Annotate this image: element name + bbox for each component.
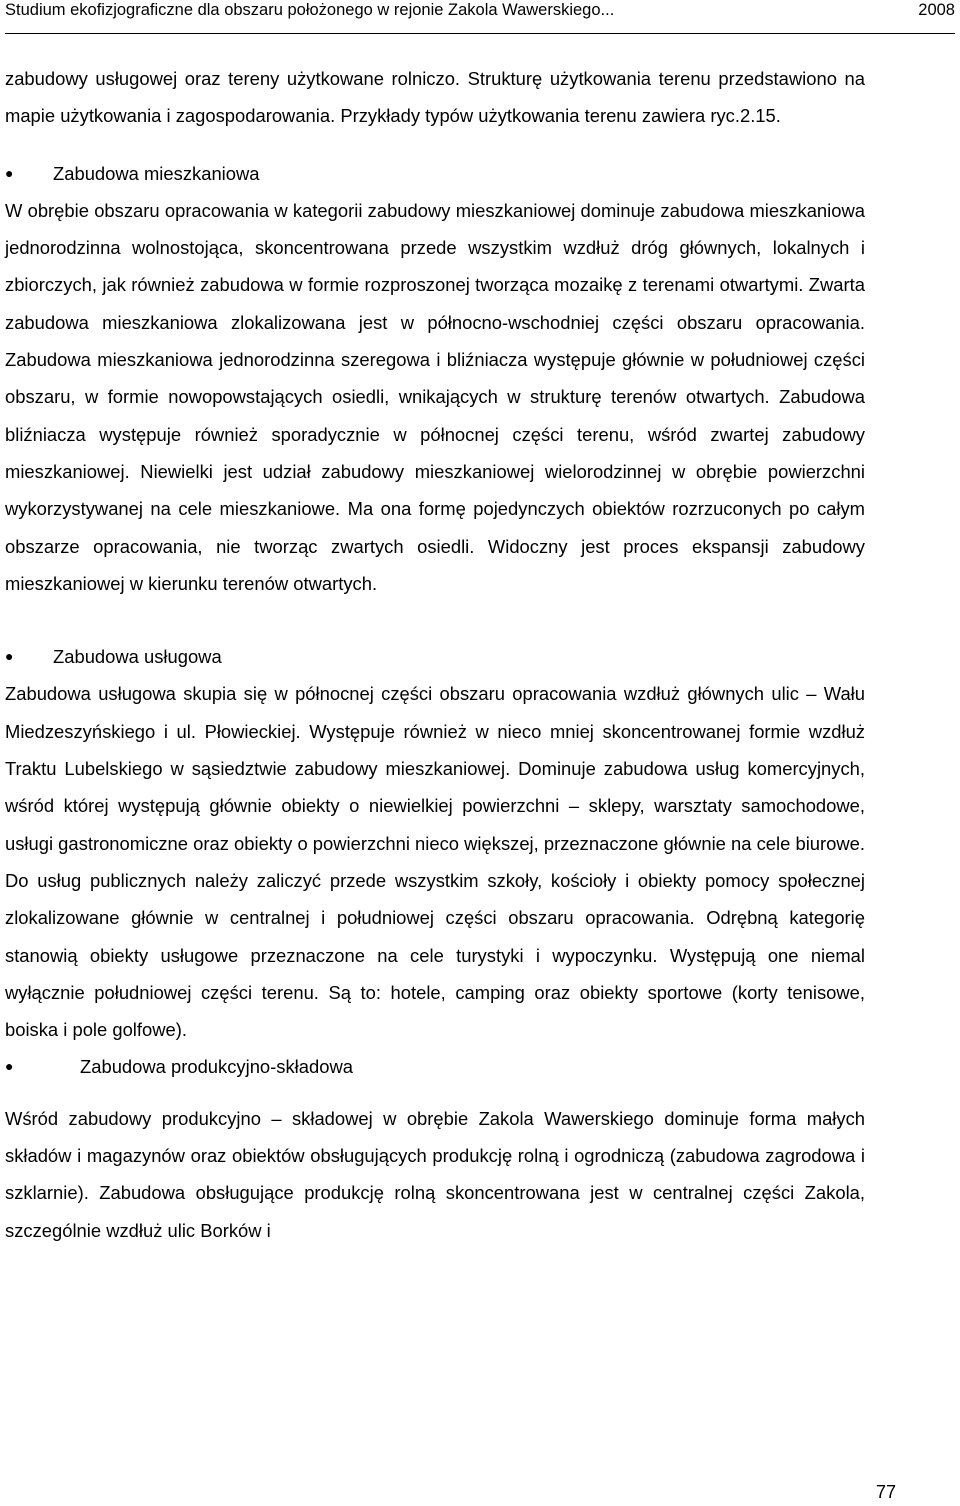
header-year: 2008 bbox=[918, 1, 955, 19]
running-header bbox=[5, 0, 955, 34]
bullet-services bbox=[5, 638, 865, 675]
bullet-icon: ● bbox=[5, 1058, 14, 1075]
bullet-label: Zabudowa produkcyjno-składowa bbox=[80, 1056, 353, 1078]
page-number: 77 bbox=[875, 1482, 896, 1502]
industrial-paragraph: Wśród zabudowy produkcyjno – składowej w obrębie Zakola Wawerskiego dominuje forma małych składów i magazynów oraz obiektów obsługujących produkcję rolną i ogrodniczą (zabudowa zagrodowa i szklarnie). Zabudowa obsługujące produkcję rolną skoncentrowana jest w centralnej części Zakola, szczególnie wzdłuż ulic Borków i bbox=[5, 1107, 865, 1241]
bullet-icon: ● bbox=[5, 648, 14, 665]
bullet-industrial bbox=[5, 1048, 865, 1085]
bullet-label: Zabudowa mieszkaniowa bbox=[53, 162, 260, 184]
header-title: Studium ekofizjograficzne dla obszaru położonego w rejonie Zakola Wawerskiego... bbox=[5, 1, 615, 19]
bullet-residential bbox=[5, 155, 865, 192]
bullet-label: Zabudowa usługowa bbox=[53, 646, 222, 668]
page-body bbox=[5, 60, 865, 1249]
bullet-icon: ● bbox=[5, 164, 14, 181]
intro-paragraph: zabudowy usługowej oraz tereny użytkowane rolniczo. Strukturę użytkowania terenu przedstawiono na mapie użytkowania i zagospodarowania. Przykłady typów użytkowania terenu zawiera ryc.2.15. bbox=[5, 68, 865, 127]
residential-paragraph: W obrębie obszaru opracowania w kategorii zabudowy mieszkaniowej dominuje zabudowa mieszkaniowa jednorodzinna wolnostojąca, skoncentrowana przede wszystkim wzdłuż dróg głównych, lokalnych i zbiorczych, jak również zabudowa w formie rozproszonej tworząca mozaikę z terenami otwartymi. Zwarta zabudowa mieszkaniowa zlokalizowana jest w północno-wschodniej części obszaru opracowania. Zabudowa mieszkaniowa jednorodzinna szeregowa i bliźniacza występuje głównie w południowej części obszaru, w formie nowopowstających osiedli, wnikających w strukturę terenów otwartych. Zabudowa bliźniacza występuje również sporadycznie w północnej części terenu, wśród zwartej zabudowy mieszkaniowej. Niewielki jest udział zabudowy mieszkaniowej wielorodzinnej w obrębie powierzchni wykorzystywanej na cele mieszkaniowe. Ma ona formę pojedynczych obiektów rozrzuconych po całym obszarze opracowania, nie tworząc zwartych osiedli. Widoczny jest proces ekspansji zabudowy mieszkaniowej w kierunku terenów otwartych. bbox=[5, 199, 865, 594]
services-paragraph: Zabudowa usługowa skupia się w północnej części obszaru opracowania wzdłuż głównych ulic – Wału Miedzeszyńskiego i ul. Płowieckiej. Występuje również w nieco mniej skoncentrowanej formie wzdłuż Traktu Lubelskiego w sąsiedztwie zabudowy mieszkaniowej. Dominuje zabudowa usług komercyjnych, wśród której występują głównie obiekty o niewielkiej powierzchni – sklepy, warsztaty samochodowe, usługi gastronomiczne oraz obiekty o powierzchni nieco większej, przeznaczone głównie na cele biurowe. Do usług publicznych należy zaliczyć przede wszystkim szkoły, kościoły i obiekty pomocy społecznej zlokalizowane głównie w centralnej i południowej części obszaru opracowania. Odrębną kategorię stanowią obiekty usługowe przeznaczone na cele turystyki i wypoczynku. Występują one niemal wyłącznie południowej części terenu. Są to: hotele, camping oraz obiekty sportowe (korty tenisowe, boiska i pole golfowe). bbox=[5, 683, 865, 1041]
